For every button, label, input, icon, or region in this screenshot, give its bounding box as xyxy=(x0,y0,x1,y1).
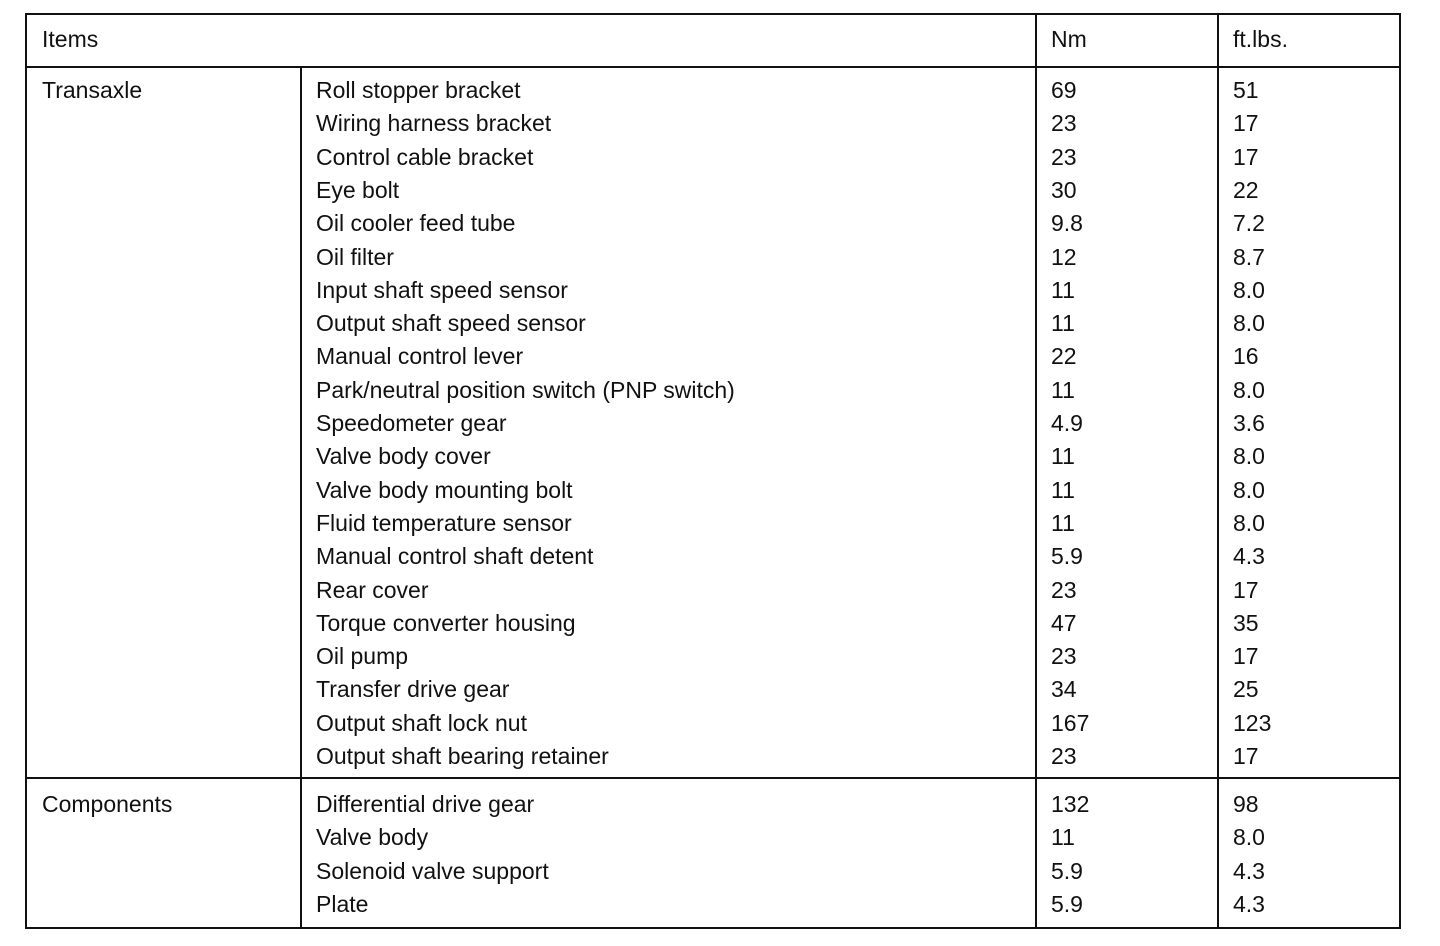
ftlbs-value-cell: 8.0 xyxy=(1233,310,1265,337)
ftlbs-value-cell: 8.0 xyxy=(1233,476,1265,503)
ftlbs-value-cell: 17 xyxy=(1233,743,1259,769)
nm-value-cell: 4.9 xyxy=(1051,410,1083,436)
nm-value-cell: 11 xyxy=(1051,276,1075,303)
ftlbs-value-cell: 17 xyxy=(1233,143,1259,170)
ftlbs-value-cell: 51 xyxy=(1233,77,1259,103)
ftlbs-value-cell: 17 xyxy=(1233,576,1259,603)
item-name-cell: Oil cooler feed tube xyxy=(316,210,516,237)
nm-value-cell: 11 xyxy=(1051,509,1075,536)
group-label-transaxle: Transaxle xyxy=(42,77,143,103)
table-row xyxy=(27,855,1399,888)
ftlbs-value-cell: 17 xyxy=(1233,643,1259,670)
table-row xyxy=(27,440,1399,473)
item-name-cell: Valve body mounting bolt xyxy=(316,476,573,503)
ftlbs-value-cell: 17 xyxy=(1233,110,1259,137)
nm-value-cell: 9.8 xyxy=(1051,210,1083,237)
header-items: Items xyxy=(42,26,99,52)
item-name-cell: Plate xyxy=(316,890,369,917)
table-row xyxy=(27,74,1399,107)
ftlbs-value-cell: 7.2 xyxy=(1233,210,1265,237)
item-name-cell: Output shaft bearing retainer xyxy=(316,743,609,769)
item-name-cell: Manual control lever xyxy=(316,343,524,370)
item-name-cell: Differential drive gear xyxy=(316,791,535,817)
torque-spec-table xyxy=(25,13,1401,929)
table-row xyxy=(27,888,1399,921)
table-row xyxy=(27,474,1399,507)
item-name-cell: Eye bolt xyxy=(316,176,400,203)
nm-value-cell: 23 xyxy=(1051,143,1077,170)
ftlbs-value-cell: 8.0 xyxy=(1233,376,1265,403)
table-row xyxy=(27,607,1399,640)
header-divider xyxy=(27,66,1399,68)
nm-value-cell: 23 xyxy=(1051,743,1077,769)
item-name-cell: Oil pump xyxy=(316,643,409,670)
ftlbs-value-cell: 25 xyxy=(1233,676,1259,703)
nm-value-cell: 34 xyxy=(1051,676,1077,703)
table-row xyxy=(27,340,1399,373)
item-name-cell: Park/neutral position switch (PNP switch) xyxy=(316,376,735,403)
table-row xyxy=(27,374,1399,407)
nm-value-cell: 5.9 xyxy=(1051,857,1083,884)
item-name-cell: Solenoid valve support xyxy=(316,857,549,884)
ftlbs-value-cell: 123 xyxy=(1233,709,1272,736)
nm-value-cell: 69 xyxy=(1051,77,1077,103)
nm-value-cell: 11 xyxy=(1051,476,1075,503)
nm-value-cell: 11 xyxy=(1051,824,1075,851)
nm-value-cell: 5.9 xyxy=(1051,543,1083,570)
table-row xyxy=(27,241,1399,274)
ftlbs-value-cell: 22 xyxy=(1233,176,1259,203)
ftlbs-value-cell: 16 xyxy=(1233,343,1259,370)
item-name-cell: Torque converter housing xyxy=(316,609,576,636)
ftlbs-value-cell: 8.7 xyxy=(1233,243,1265,270)
ftlbs-value-cell: 8.0 xyxy=(1233,276,1265,303)
ftlbs-value-cell: 35 xyxy=(1233,609,1259,636)
item-name-cell: Control cable bracket xyxy=(316,143,534,170)
nm-value-cell: 167 xyxy=(1051,709,1090,736)
ftlbs-value-cell: 8.0 xyxy=(1233,443,1265,470)
nm-value-cell: 132 xyxy=(1051,791,1090,817)
table-row xyxy=(27,540,1399,573)
item-name-cell: Oil filter xyxy=(316,243,394,270)
item-name-cell: Speedometer gear xyxy=(316,410,507,436)
ftlbs-value-cell: 4.3 xyxy=(1233,543,1265,570)
item-name-cell: Output shaft speed sensor xyxy=(316,310,586,337)
table-row xyxy=(27,307,1399,340)
nm-value-cell: 23 xyxy=(1051,643,1077,670)
table-row xyxy=(27,574,1399,607)
header-nm: Nm xyxy=(1051,26,1087,52)
group-label-components: Components xyxy=(42,791,173,817)
item-name-cell: Rear cover xyxy=(316,576,429,603)
ftlbs-value-cell: 98 xyxy=(1233,791,1259,817)
nm-value-cell: 23 xyxy=(1051,576,1077,603)
group-divider xyxy=(27,777,1399,779)
ftlbs-value-cell: 3.6 xyxy=(1233,410,1265,436)
item-name-cell: Valve body xyxy=(316,824,429,851)
nm-value-cell: 47 xyxy=(1051,609,1077,636)
nm-value-cell: 5.9 xyxy=(1051,890,1083,917)
ftlbs-value-cell: 8.0 xyxy=(1233,509,1265,536)
item-name-cell: Output shaft lock nut xyxy=(316,709,527,736)
ftlbs-value-cell: 4.3 xyxy=(1233,890,1265,917)
table-row xyxy=(27,740,1399,773)
ftlbs-value-cell: 8.0 xyxy=(1233,824,1265,851)
nm-value-cell: 30 xyxy=(1051,176,1077,203)
item-name-cell: Roll stopper bracket xyxy=(316,77,521,103)
table-row xyxy=(27,141,1399,174)
nm-value-cell: 11 xyxy=(1051,376,1075,403)
item-name-cell: Input shaft speed sensor xyxy=(316,276,568,303)
table-row xyxy=(27,207,1399,240)
table-row xyxy=(27,407,1399,440)
table-row xyxy=(27,174,1399,207)
table-row xyxy=(27,640,1399,673)
nm-value-cell: 23 xyxy=(1051,110,1077,137)
table-row xyxy=(27,507,1399,540)
table-row xyxy=(27,274,1399,307)
nm-value-cell: 11 xyxy=(1051,310,1075,337)
item-name-cell: Wiring harness bracket xyxy=(316,110,552,137)
nm-value-cell: 22 xyxy=(1051,343,1077,370)
nm-value-cell: 11 xyxy=(1051,443,1075,470)
table-row xyxy=(27,107,1399,140)
table-row xyxy=(27,788,1399,821)
item-name-cell: Fluid temperature sensor xyxy=(316,509,572,536)
nm-value-cell: 12 xyxy=(1051,243,1077,270)
header-ftlbs: ft.lbs. xyxy=(1233,26,1288,52)
table-row xyxy=(27,673,1399,706)
item-name-cell: Manual control shaft detent xyxy=(316,543,594,570)
ftlbs-value-cell: 4.3 xyxy=(1233,857,1265,884)
item-name-cell: Transfer drive gear xyxy=(316,676,510,703)
table-row xyxy=(27,707,1399,740)
table-row xyxy=(27,821,1399,854)
item-name-cell: Valve body cover xyxy=(316,443,491,470)
